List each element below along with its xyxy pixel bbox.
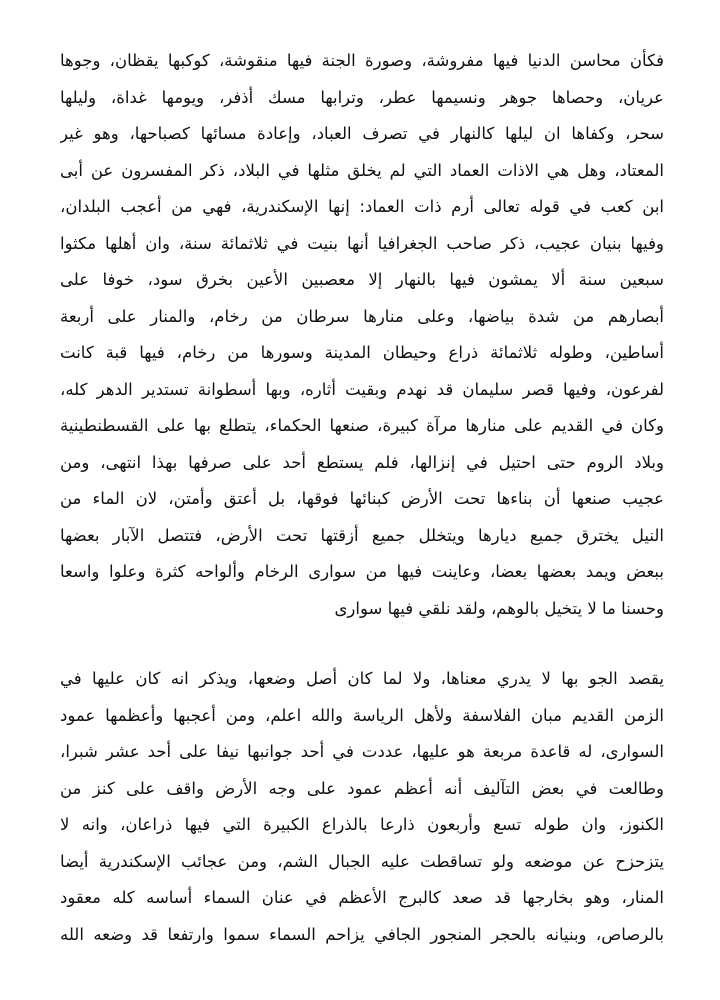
text-line: لفرعون، وفيها قصر سليمان قد نهدم وبقيت أثاره، وبها أسطوانة تستدير الدهر كله، (60, 380, 664, 399)
text-line: وحسنا ما لا يتخيل بالوهم، ولقد نلقي فيها سوارى (334, 599, 664, 618)
text-line: بالرصاص، وبنيانه بالحجر المنجور الجافي يزاحم السماء سموا وارتفعا قد وضعه الله (60, 925, 664, 944)
text-line: أبصارهم من شدة بياضها، وعلى منارها سرطان من رخام، والمنار على أربعة (60, 307, 664, 326)
text-line: وكان في القديم على منارها مرآة كبيرة، صنعها الحكماء، يتطلع بها على القسطنطينية (60, 416, 664, 435)
text-line: ابن كعب في قوله تعالى أرم ذات العماد: إنها الإسكندرية، فهي من أعجب البلدان، (60, 197, 664, 216)
text-line: المنار، وهو بخارجها قد صعد كالبرج الأعظم في عنان السماء أساسه كله معقود (60, 888, 664, 907)
text-line: يقصد الجو بها لا يدري معناها، ولا لما كان أصل وضعها، ويذكر انه كان عليها في (60, 669, 664, 688)
text-line: السوارى، له قاعدة مربعة هو عليها، عددت في أحد جوانبها نيفا على أحد عشر شبرا، (60, 742, 664, 761)
text-line: الزمن القديم مبان الفلاسفة ولأهل الرياسة والله اعلم، ومن أعجبها وأعظمها عمود (60, 706, 664, 725)
text-line: ببعض ويمد بعضها بعضا، وعاينت فيها من سوارى الرخام وألواحه كثرة وعلوا واسعا (60, 562, 664, 581)
text-line: سبعين سنة ألا يمشون فيها بالنهار إلا معصبين الأعين بخرق سود، خوفا على (60, 270, 664, 289)
text-line: وبلاد الروم حتى احتيل في إنزالها، فلم يستطع أحد على صرفها بهذا انتهى، ومن (60, 453, 664, 472)
text-line: وطالعت في بعض التآليف أنه أعظم عمود على وجه الأرض واقف على كنز من (60, 779, 664, 798)
text-line: عريان، وحصاها جوهر ونسيمها عطر، وترابها مسك أذفر، ويومها غداة، وليلها (60, 88, 664, 107)
text-line: سحر، وكفاها ان ليلها كالنهار في تصرف العباد، وإعادة مسائها كصباحها، وهو غير (60, 124, 664, 143)
text-line: الكنوز، وان طوله تسع وأربعون ذارعا بالذراع الكبيرة التي فيها ذراعان، وانه لا (60, 815, 664, 834)
text-line: عجيب صنعها أن بناءها تحت الأرض كبنائها فوقها، بل أعتق وأمتن، لان الماء من (60, 489, 664, 508)
text-line: أساطين، وطوله ثلاثمائة ذراع وحيطان المدينة وسورها من رخام، فيها قبة كانت (60, 343, 664, 362)
text-line: النيل يخترق جميع ديارها ويتخلل جميع أزقتها تحت الأرض، فتتصل الآبار بعضها (60, 526, 664, 545)
text-line: يتزحزح عن موضعه ولو تساقطت عليه الجبال الشم، ومن عجائب الإسكندرية أيضا (60, 852, 664, 871)
text-line: وفيها بنيان عجيب، ذكر صاحب الجغرافيا أنها بنيت في ثلاثمائة سنة، وان أهلها مكثوا (60, 234, 664, 253)
text-line: المعتاد، وهل هي الاذات العماد التي لم يخلق مثلها في البلاد، ذكر المفسرون عن أبى (60, 161, 664, 180)
text-line: فكأن محاسن الدنيا فيها مفروشة، وصورة الجنة فيها منقوشة، كوكبها يقظان، وجوها (60, 51, 664, 70)
